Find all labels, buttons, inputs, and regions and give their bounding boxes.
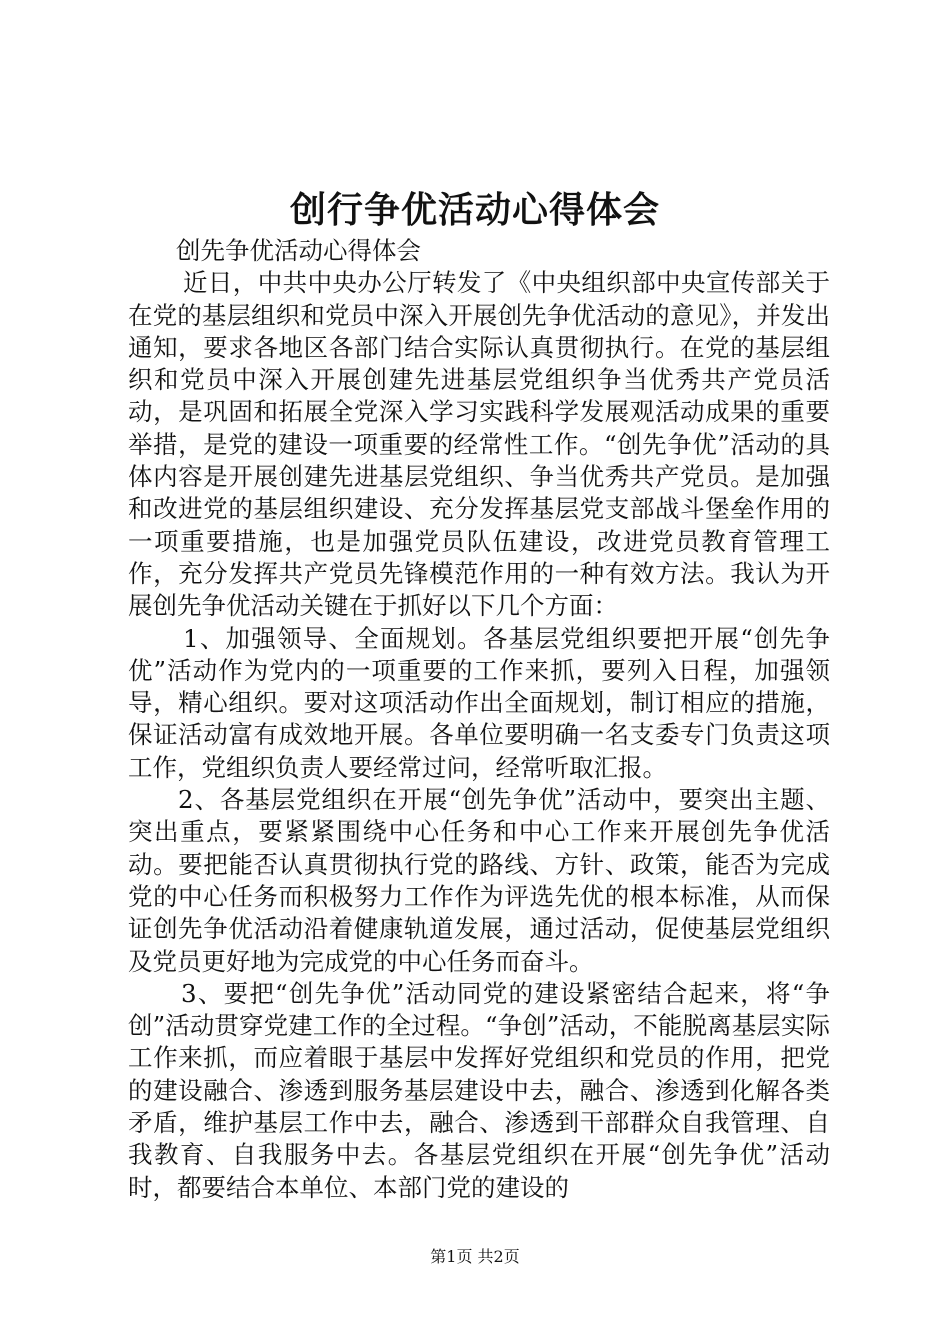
document-body <box>128 235 830 1204</box>
document-subtitle: 创先争优活动心得体会 <box>176 236 421 265</box>
paragraph-point-1: 1、加强领导、全面规划。各基层党组织要把开展“创先争优”活动作为党内的一项重要的工作来抓，要列入日程，加强领导，精心组织。要对这项活动作出全面规划，制订相应的措施，保证活动富有成效地开展。各单位要明确一名支委专门负责这项工作，党组织负责人要经常过问，经常听取汇报。 <box>128 623 830 782</box>
document-title: 创行争优活动心得体会 <box>289 189 660 231</box>
page-number-footer: 第1页 共2页 <box>430 1247 520 1266</box>
paragraph-point-2: 2、各基层党组织在开展“创先争优”活动中，要突出主题、突出重点，要紧紧围绕中心任务和中心工作来开展创先争优活动。要把能否认真贯彻执行党的路线、方针、政策，能否为完成党的中心任务而积极努力工作作为评选先优的根本标准，从而保证创先争优活动沿着健康轨道发展，通过活动，促使基层党组织及党员更好地为完成党的中心任务而奋斗。 <box>128 785 830 976</box>
paragraph-point-3: 3、要把“创先争优”活动同党的建设紧密结合起来，将“争创”活动贯穿党建工作的全过程。“争创”活动，不能脱离基层实际工作来抓，而应着眼于基层中发挥好党组织和党员的作用，把党的建设融合、渗透到服务基层建设中去，融合、渗透到化解各类矛盾，维护基层工作中去，融合、渗透到干部群众自我管理、自我教育、自我服务中去。各基层党组织在开展“创先争优”活动时，都要结合本单位、本部门党的建设的 <box>128 978 830 1202</box>
paragraph-intro: 近日，中共中央办公厅转发了《中央组织部中央宣传部关于在党的基层组织和党员中深入开展创先争优活动的意见》，并发出通知，要求各地区各部门结合实际认真贯彻执行。在党的基层组织和党员中深入开展创建先进基层党组织争当优秀共产党员活动，是巩固和拓展全党深入学习实践科学发展观活动成果的重要举措，是党的建设一项重要的经常性工作。“创先争优”活动的具体内容是开展创建先进基层党组织、争当优秀共产党员。是加强和改进党的基层组织建设、充分发挥基层党支部战斗堡垒作用的一项重要措施，也是加强党员队伍建设，改进党员教育管理工作，充分发挥共产党员先锋模范作用的一种有效方法。我认为开展创先争优活动关键在于抓好以下几个方面： <box>128 268 830 621</box>
